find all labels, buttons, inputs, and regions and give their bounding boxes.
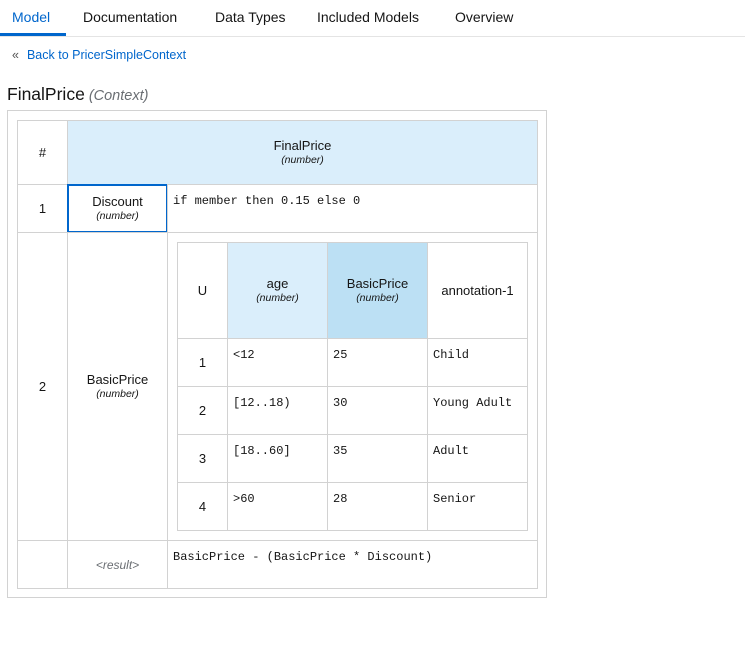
tab-documentation[interactable]: Documentation <box>83 9 178 25</box>
result-index-cell <box>17 540 68 589</box>
rule-input-cell[interactable] <box>227 338 328 387</box>
rule-annotation-value: Adult <box>433 444 470 458</box>
output-column-header[interactable] <box>327 242 428 339</box>
tab-included-models[interactable]: Included Models <box>317 9 419 25</box>
rule-index-label: 2 <box>198 403 207 418</box>
context-entry-name-discount[interactable] <box>67 184 168 233</box>
rule-input-cell[interactable] <box>227 386 328 435</box>
tab-overview[interactable]: Overview <box>455 9 514 25</box>
rule-input-value: >60 <box>233 492 255 506</box>
rule-annotation-value: Child <box>433 348 470 362</box>
output-name: BasicPrice <box>346 276 409 291</box>
hit-policy-label: U <box>197 283 208 298</box>
rule-index <box>177 482 228 531</box>
rule-output-cell[interactable] <box>327 482 428 531</box>
rule-output-cell[interactable] <box>327 434 428 483</box>
input-column-header[interactable] <box>227 242 328 339</box>
result-label-cell <box>67 540 168 589</box>
annotation-column-header[interactable] <box>427 242 528 339</box>
back-link-label: Back to PricerSimpleContext <box>26 48 187 62</box>
rule-annotation-cell[interactable] <box>427 386 528 435</box>
rule-annotation-value: Senior <box>433 492 477 506</box>
result-expression-cell[interactable] <box>167 540 538 589</box>
rule-input-value: [18..60] <box>233 444 291 458</box>
rule-output-cell[interactable] <box>327 338 428 387</box>
rule-index <box>177 338 228 387</box>
rule-index-label: 4 <box>198 499 207 514</box>
entry-type: (number) <box>96 388 139 400</box>
tab-model[interactable]: Model <box>12 9 51 25</box>
rule-input-value: [12..18) <box>233 396 291 410</box>
rule-output-value: 30 <box>333 396 348 410</box>
rule-annotation-cell[interactable] <box>427 482 528 531</box>
entry-name: BasicPrice <box>86 372 149 387</box>
rule-annotation-cell[interactable] <box>427 338 528 387</box>
page-title-name: FinalPrice <box>7 84 85 104</box>
context-row-index <box>17 232 68 541</box>
context-header-type: (number) <box>281 154 324 166</box>
rule-output-value: 28 <box>333 492 348 506</box>
page-title <box>7 84 148 105</box>
rule-annotation-cell[interactable] <box>427 434 528 483</box>
double-chevron-left-icon: « <box>12 48 19 62</box>
rule-input-value: <12 <box>233 348 255 362</box>
output-type: (number) <box>356 292 399 304</box>
entry-type: (number) <box>96 210 139 222</box>
back-link[interactable] <box>12 48 186 62</box>
row-index-label: 2 <box>38 379 47 394</box>
context-row-index <box>17 184 68 233</box>
page-title-kind: (Context) <box>88 88 149 104</box>
context-header[interactable] <box>67 120 538 185</box>
input-type: (number) <box>256 292 299 304</box>
rule-output-cell[interactable] <box>327 386 428 435</box>
rule-annotation-value: Young Adult <box>433 396 513 410</box>
context-index-header <box>17 120 68 185</box>
context-header-name: FinalPrice <box>273 138 332 153</box>
tab-data-types[interactable]: Data Types <box>215 9 286 25</box>
rule-output-value: 35 <box>333 444 348 458</box>
literal-expression: if member then 0.15 else 0 <box>173 194 361 208</box>
rule-index-label: 1 <box>198 355 207 370</box>
context-entry-name-basicprice[interactable] <box>67 232 168 541</box>
active-tab-indicator <box>0 33 66 36</box>
rule-index <box>177 386 228 435</box>
result-expression: BasicPrice - (BasicPrice * Discount) <box>173 550 433 564</box>
rule-index <box>177 434 228 483</box>
input-name: age <box>266 276 289 291</box>
context-entry-expression-discount[interactable] <box>167 184 538 233</box>
annotation-name: annotation-1 <box>441 282 514 298</box>
rule-output-value: 25 <box>333 348 348 362</box>
hit-policy-cell[interactable] <box>177 242 228 339</box>
navigation-tabs <box>0 0 745 37</box>
rule-input-cell[interactable] <box>227 482 328 531</box>
rule-index-label: 3 <box>198 451 207 466</box>
row-index-label: 1 <box>38 201 47 216</box>
entry-name: Discount <box>92 194 143 209</box>
index-header-label: # <box>38 145 47 160</box>
rule-input-cell[interactable] <box>227 434 328 483</box>
result-label: <result> <box>95 557 140 572</box>
